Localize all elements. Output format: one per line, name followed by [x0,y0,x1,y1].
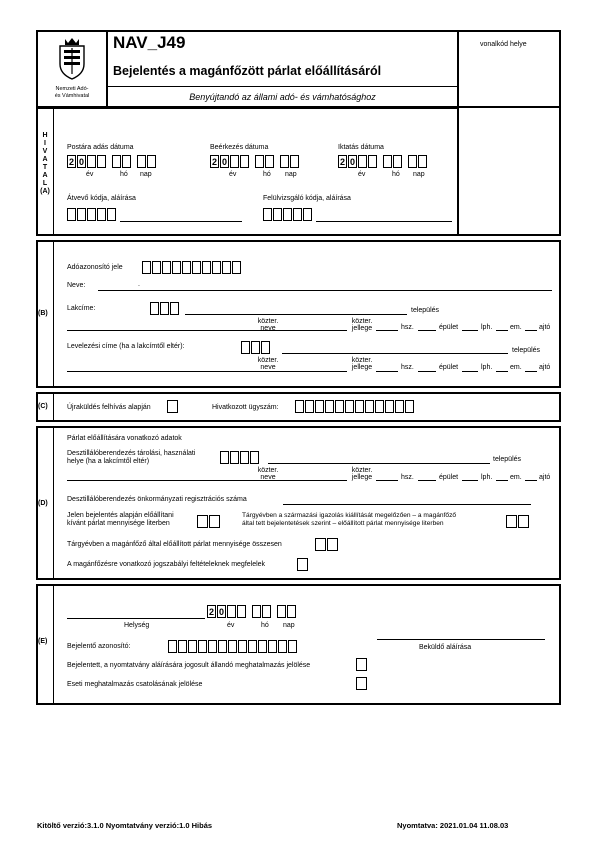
section-e-code: (E) [38,638,48,645]
filing-ev: év [358,171,366,178]
logo-text-2: és Vámhivatal [54,93,90,99]
storage-telepules: település [493,456,522,463]
address-kozter-neve: közter. neve [257,318,279,332]
permanent-authorization-checkbox[interactable] [356,658,367,671]
place-label: Helység [124,622,150,629]
signature-nap: nap [283,622,295,629]
storage-hsz: hsz. [401,474,414,481]
storage-epulet-line[interactable] [418,480,436,481]
section-e-label-divider [53,585,54,704]
registration-input-line[interactable] [283,504,531,505]
tax-id-label: Adóazonosító jele [67,264,123,271]
address-ajto: ajtó [539,324,551,331]
storage-street-type-line[interactable] [282,480,347,481]
storage-place-label-2: helye (ha a lakcímtől eltér) [67,458,150,465]
mail-street-type-line[interactable] [282,371,347,372]
section-c-label-divider [53,393,54,421]
filing-date-input[interactable]: 2 0 [338,155,428,168]
qty-prior-label-2: által tett bejelentetések szerint – előállított párlat mennyisége literben [242,520,444,527]
mail-hsz-line[interactable] [376,371,398,372]
signature-ho: hó [261,622,269,629]
total-qty-label: Tárgyévben a magánfőző által előállított párlat mennyisége összesen [67,541,282,548]
sender-signature-line[interactable] [377,639,545,640]
mail-kozter-neve: közter. neve [257,357,279,371]
receiver-signature-line[interactable] [120,221,242,222]
section-a-label-divider [53,108,54,235]
permanent-authorization-label: Bejelentett, a nyomtatvány aláírására jogosult állandó meghatalmazás jelölése [67,662,311,669]
address-street-type-line[interactable] [282,330,347,331]
storage-hsz-line[interactable] [376,480,398,481]
form-code: NAV_J49 [113,33,186,52]
receiver-code-input[interactable] [67,208,117,221]
filing-ho: hó [392,171,400,178]
conditions-label: A magánfőzésre vonatkozó jogszabályi feltételeknek megfelelek [67,561,266,568]
address-zip-input[interactable] [150,302,180,315]
address-lph-line[interactable] [462,330,478,331]
mail-kozter-jellege: közter. jellege [351,357,373,371]
resend-checkbox[interactable] [167,400,178,413]
postal-date-input[interactable]: 2 0 [67,155,157,168]
footer-version: Kitöltő verzió:3.1.0 Nyomtatvány verzió:1.0 Hibás [37,821,213,830]
received-date-label: Beérkezés dátuma [210,144,269,151]
name-value: . [138,281,140,288]
signature-date-input[interactable]: 2 0 [207,605,297,618]
header-subtitle-divider [108,86,457,87]
section-d-code: (D) [38,500,48,507]
storage-epulet: épület [439,474,459,481]
form-subtitle: Benyújtandó az állami adó- és vámhatósághoz [189,92,376,102]
mail-telepules: település [512,347,541,354]
nav-logo-icon [55,36,89,80]
qty-prior-label-1: Tárgyévben a származási igazolás kiállítását megelőzően – a magánfőző [242,512,457,519]
name-label: Neve: [67,282,86,289]
storage-ajto-line[interactable] [525,480,537,481]
storage-lph: lph. [481,474,493,481]
checker-code-input[interactable] [263,208,313,221]
mail-em: em. [510,364,522,371]
postal-ev: év [86,171,94,178]
section-d-label-divider [53,427,54,579]
address-hsz: hsz. [401,324,414,331]
received-date-input[interactable]: 2 0 [210,155,300,168]
resend-label: Újraküldés felhívás alapján [67,404,151,411]
storage-kozter-jellege: közter. jellege [351,467,373,481]
storage-place-label-1: Desztillálóberendezés tárolási, használati [67,450,196,457]
address-kozter-jellege: közter. jellege [351,318,373,332]
form-title: Bejelentés a magánfőzött párlat előállításáról [113,64,382,78]
registration-label: Desztillálóberendezés önkormányzati regisztrációs száma [67,496,247,503]
storage-ajto: ajtó [539,474,551,481]
storage-zip-input[interactable] [220,451,260,464]
section-a-vertical-label: H I V A T A L (A) [40,132,50,195]
filing-date-label: Iktatás dátuma [338,144,384,151]
received-ev: év [229,171,237,178]
qty-current-label-1: Jelen bejelentés alapján előállítani [67,512,174,519]
storage-lph-line[interactable] [462,480,478,481]
storage-city-line[interactable] [268,463,490,464]
place-input-line[interactable] [67,618,205,619]
mail-city-line[interactable] [282,353,508,354]
address-lph: lph. [481,324,493,331]
occasional-authorization-checkbox[interactable] [356,677,367,690]
reporter-id-label: Bejelentő azonosító: [67,643,131,650]
postal-nap: nap [140,171,152,178]
filing-nap: nap [413,171,425,178]
section-c-code: (C) [38,403,48,410]
address-city-line[interactable] [185,314,407,315]
address-hsz-line[interactable] [376,330,398,331]
address-ajto-line[interactable] [525,330,537,331]
address-epulet: épület [439,324,459,331]
mail-hsz: hsz. [401,364,414,371]
address-em: em. [510,324,522,331]
section-b-label-divider [53,241,54,387]
occasional-authorization-label: Eseti meghatalmazás csatolásának jelölése [67,681,203,688]
address-em-line[interactable] [496,330,508,331]
address-label: Lakcíme: [67,305,96,312]
signature-ev: év [227,622,235,629]
mail-epulet: épület [439,364,459,371]
tax-id-input[interactable] [142,261,242,274]
sender-signature-label: Beküldő aláírása [419,644,472,651]
section-b-code: (B) [38,310,48,317]
mail-em-line[interactable] [496,371,508,372]
footer-printed: Nyomtatva: 2021.01.04 11.08.03 [397,821,509,830]
mail-lph: lph. [481,364,493,371]
qty-current-input[interactable] [197,515,220,528]
name-input-line[interactable] [98,290,552,291]
section-d-heading: Párlat előállítására vonatkozó adatok [67,435,182,442]
case-no-label: Hivatkozott ügyszám: [212,404,279,411]
address-telepules: település [411,307,440,314]
postal-ho: hó [120,171,128,178]
logo-text-1: Nemzeti Adó- [55,86,89,92]
case-no-input[interactable] [295,400,415,413]
mail-zip-input[interactable] [241,341,271,354]
total-qty-input[interactable] [315,538,338,551]
qty-current-label-2: kívánt párlat mennyisége literben [67,520,170,527]
mail-label: Levelezési címe (ha a lakcímtől eltér): [67,343,185,350]
qty-prior-input[interactable] [506,515,529,528]
mail-street-line[interactable] [67,371,282,372]
checker-label: Felülvizsgáló kódja, aláírása [263,195,351,202]
storage-em-line[interactable] [496,480,508,481]
storage-em: em. [510,474,522,481]
barcode-area-frame [457,30,561,236]
mail-lph-line[interactable] [462,371,478,372]
reporter-id-input[interactable] [168,640,298,653]
mail-ajto-line[interactable] [525,371,537,372]
mail-ajto: ajtó [539,364,551,371]
received-ho: hó [263,171,271,178]
conditions-checkbox[interactable] [297,558,308,571]
checker-signature-line[interactable] [316,221,452,222]
barcode-label: vonalkód helye [480,41,527,48]
received-nap: nap [285,171,297,178]
postal-date-label: Postára adás dátuma [67,144,134,151]
receiver-label: Átvevő kódja, aláírása [67,195,136,202]
mail-epulet-line[interactable] [418,371,436,372]
address-epulet-line[interactable] [418,330,436,331]
storage-kozter-neve: közter. neve [257,467,279,481]
